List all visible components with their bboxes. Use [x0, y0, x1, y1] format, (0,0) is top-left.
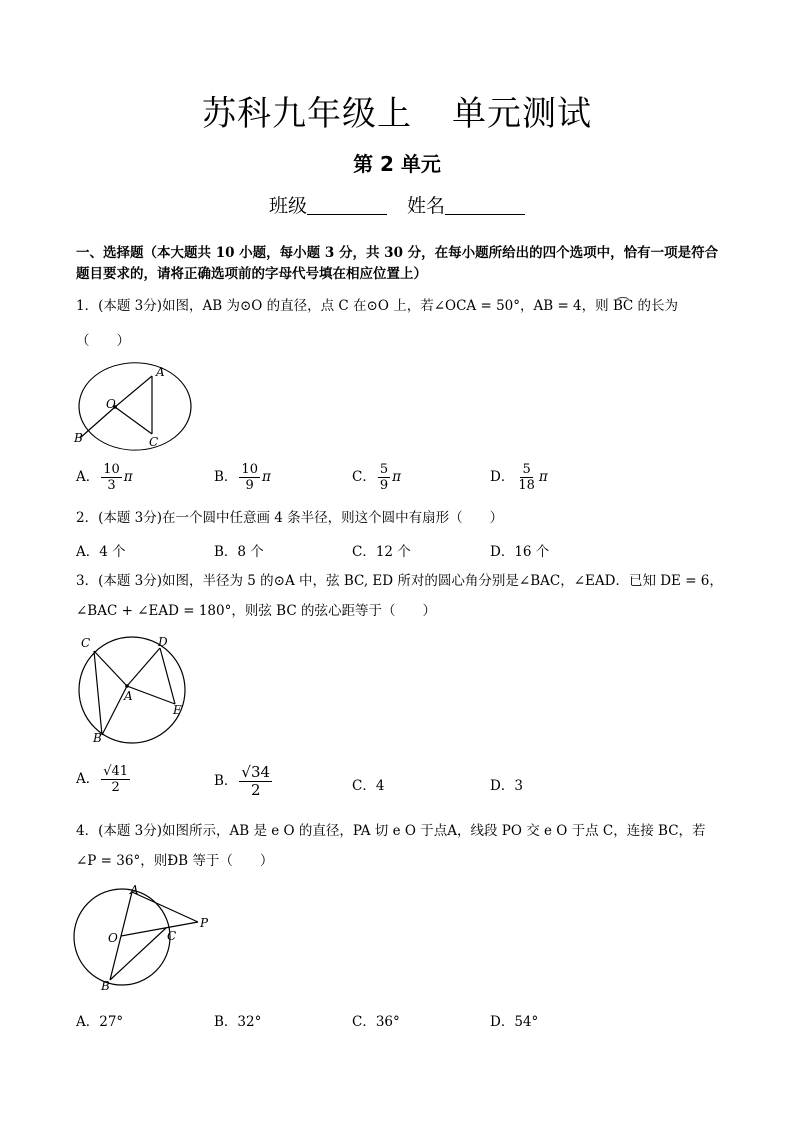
label-a: A [124, 689, 133, 703]
question-1-bracket: （ ） [76, 333, 130, 349]
page-title [0, 86, 794, 135]
segment-ac [94, 651, 127, 686]
question-1-option-c[interactable]: C． $\frac{5}{9}$ π [352, 462, 401, 493]
question-1-option-d[interactable]: D． $\frac{5}{18}$ π [490, 462, 548, 493]
question-3-option-a[interactable]: A． $\frac{√41}{2}$ [76, 764, 129, 795]
question-2-option-b[interactable]: B．8 个 [214, 544, 264, 560]
question-3-option-b[interactable]: B． $\frac{√34}{2}$ [214, 763, 271, 799]
chord-bc [94, 651, 102, 735]
question-4-option-b[interactable]: B．32° [214, 1014, 262, 1030]
label-c: C [149, 435, 159, 449]
class-name-line [0, 191, 794, 218]
question-1-option-a[interactable]: A． $\frac{10}{3}$ π [76, 462, 133, 493]
circle-o [79, 363, 191, 450]
segment-ob [80, 407, 115, 438]
question-3-stem-line1: 3．(本题 3分)如图，半径为 5 的⊙A 中，弦 BC, ED 所对的圆心角分别是∠BAC，∠EAD．已知 DE = 6， [76, 573, 723, 589]
segment-ad [127, 648, 160, 686]
question-1-figure [72, 362, 202, 454]
unit-subtitle: 第 2 单元 [353, 152, 441, 176]
question-4-figure [72, 882, 222, 994]
label-d: D [158, 635, 168, 649]
question-1-option-b[interactable]: B． $\frac{10}{9}$ π [214, 462, 271, 493]
label-a: A [130, 883, 139, 897]
section-heading: 一、选择题（本大题共 10 小题，每小题 3 分，共 30 分，在每小题所给出的四个选项中，恰有一项是符合题目要求的，请将正确选项前的字母代号填在相应位置上） [76, 245, 719, 282]
segment-bc [110, 928, 166, 980]
label-c: C [167, 929, 177, 943]
question-2-option-c[interactable]: C．12 个 [352, 544, 411, 560]
label-a: A [156, 365, 165, 379]
question-3-option-d[interactable]: D．3 [490, 778, 523, 794]
question-3-stem-line2: ∠BAC + ∠EAD = 180°，则弦 BC 的弦心距等于（ ） [76, 603, 436, 619]
question-3-figure [72, 632, 192, 750]
label-o: O [108, 931, 118, 945]
question-4-option-d[interactable]: D．54° [490, 1014, 539, 1030]
class-label: 班级 [268, 195, 307, 217]
label-o: O [106, 397, 116, 411]
label-b: B [93, 731, 102, 745]
question-4-option-c[interactable]: C．36° [352, 1014, 400, 1030]
question-4-stem-line1: 4．(本题 3分)如图所示，AB 是 e O 的直径，PA 切 e O 于点A，线段 PO 交 e O 于点 C，连接 BC，若 [76, 823, 706, 839]
question-4-stem-line2: ∠P = 36°，则ÐB 等于（ ） [76, 853, 274, 869]
question-1-stem: 1．(本题 3分)如图，AB 为⊙O 的直径，点 C 在⊙O 上，若∠OCA = 50°，AB = 4，则 B͡C 的长为 [76, 298, 678, 314]
title-left: 苏科九年级上 [202, 94, 412, 134]
class-blank[interactable] [307, 214, 387, 215]
title-right: 单元测试 [452, 94, 592, 134]
label-b: B [74, 431, 83, 445]
question-3-option-c[interactable]: C．4 [352, 778, 385, 794]
name-blank[interactable] [445, 214, 525, 215]
question-2-stem: 2．(本题 3分)在一个圆中任意画 4 条半径，则这个圆中有扇形（ ） [76, 510, 504, 526]
segment-oc [115, 407, 152, 434]
segment-oa [115, 376, 152, 407]
question-2-option-d[interactable]: D．16 个 [490, 544, 550, 560]
tangent-pa [132, 892, 198, 922]
label-c: C [81, 636, 91, 650]
segment-ae [127, 686, 175, 704]
question-4-option-a[interactable]: A．27° [76, 1014, 124, 1030]
center-point [125, 684, 129, 688]
name-label: 姓名 [407, 195, 446, 217]
label-b: B [101, 979, 110, 993]
label-p: P [200, 916, 209, 930]
question-2-option-a[interactable]: A．4 个 [76, 544, 126, 560]
label-e: E [173, 703, 182, 717]
